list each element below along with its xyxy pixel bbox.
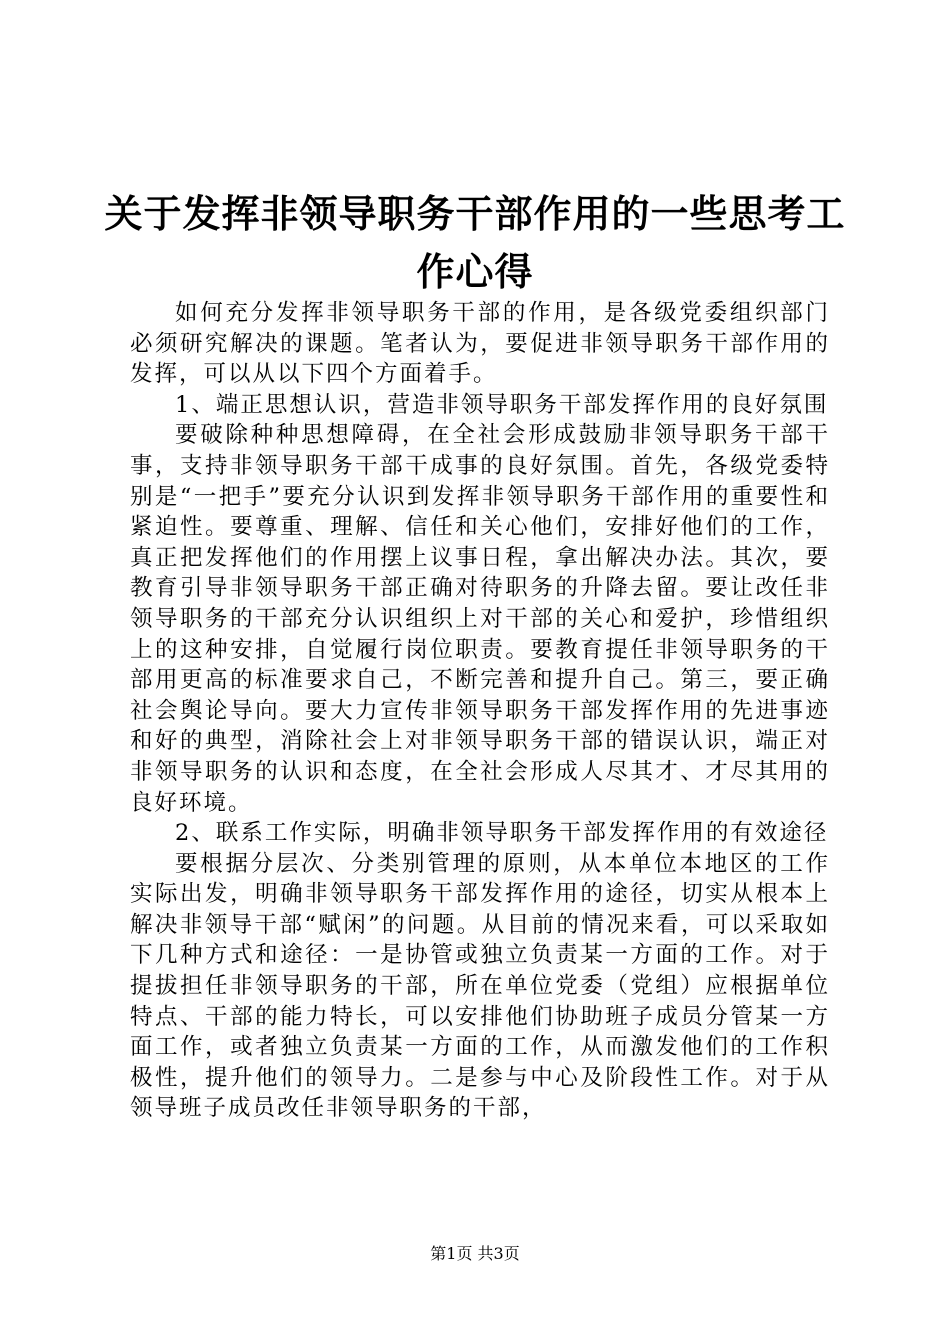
page-footer: 第1页 共3页 [430,1244,520,1263]
section-heading-1: 1、端正思想认识，营造非领导职务干部发挥作用的良好氛围 [175,391,829,418]
document-body [130,298,830,1124]
document-title: 关于发挥非领导职务干部作用的一些思考工作心得 [104,192,846,294]
section-1-paragraph: 要破除种种思想障碍，在全社会形成鼓励非领导职务干部干事，支持非领导职务干部干成事的良好氛围。首先，各级党委特别是“一把手”要充分认识到发挥非领导职务干部作用的重要性和紧迫性。要尊重、理解、信任和关心他们，安排好他们的工作，真正把发挥他们的作用摆上议事日程，拿出解决办法。其次，要教育引导非领导职务干部正确对待职务的升降去留。要让改任非领导职务的干部充分认识组织上对干部的关心和爱护，珍惜组织上的这种安排，自觉履行岗位职责。要教育提任非领导职务的干部用更高的标准要求自己，不断完善和提升自己。第三，要正确社会舆论导向。要大力宣传非领导职务干部发挥作用的先进事迹和好的典型，消除社会上对非领导职务干部的错误认识，端正对非领导职务的认识和态度，在全社会形成人尽其才、才尽其用的良好环境。 [130,422,830,816]
intro-paragraph: 如何充分发挥非领导职务干部的作用，是各级党委组织部门必须研究解决的课题。笔者认为，要促进非领导职务干部作用的发挥，可以从以下四个方面着手。 [130,300,830,388]
section-2-paragraph: 要根据分层次、分类别管理的原则，从本单位本地区的工作实际出发，明确非领导职务干部发挥作用的途径，切实从根本上解决非领导干部“赋闲”的问题。从目前的情况来看，可以采取如下几种方式和途径：一是协管或独立负责某一方面的工作。对于提拔担任非领导职务的干部，所在单位党委（党组）应根据单位特点、干部的能力特长，可以安排他们协助班子成员分管某一方面工作，或者独立负责某一方面的工作，从而激发他们的工作积极性，提升他们的领导力。二是参与中心及阶段性工作。对于从领导班子成员改任非领导职务的干部， [130,850,830,1122]
section-heading-2: 2、联系工作实际，明确非领导职务干部发挥作用的有效途径 [175,820,829,847]
